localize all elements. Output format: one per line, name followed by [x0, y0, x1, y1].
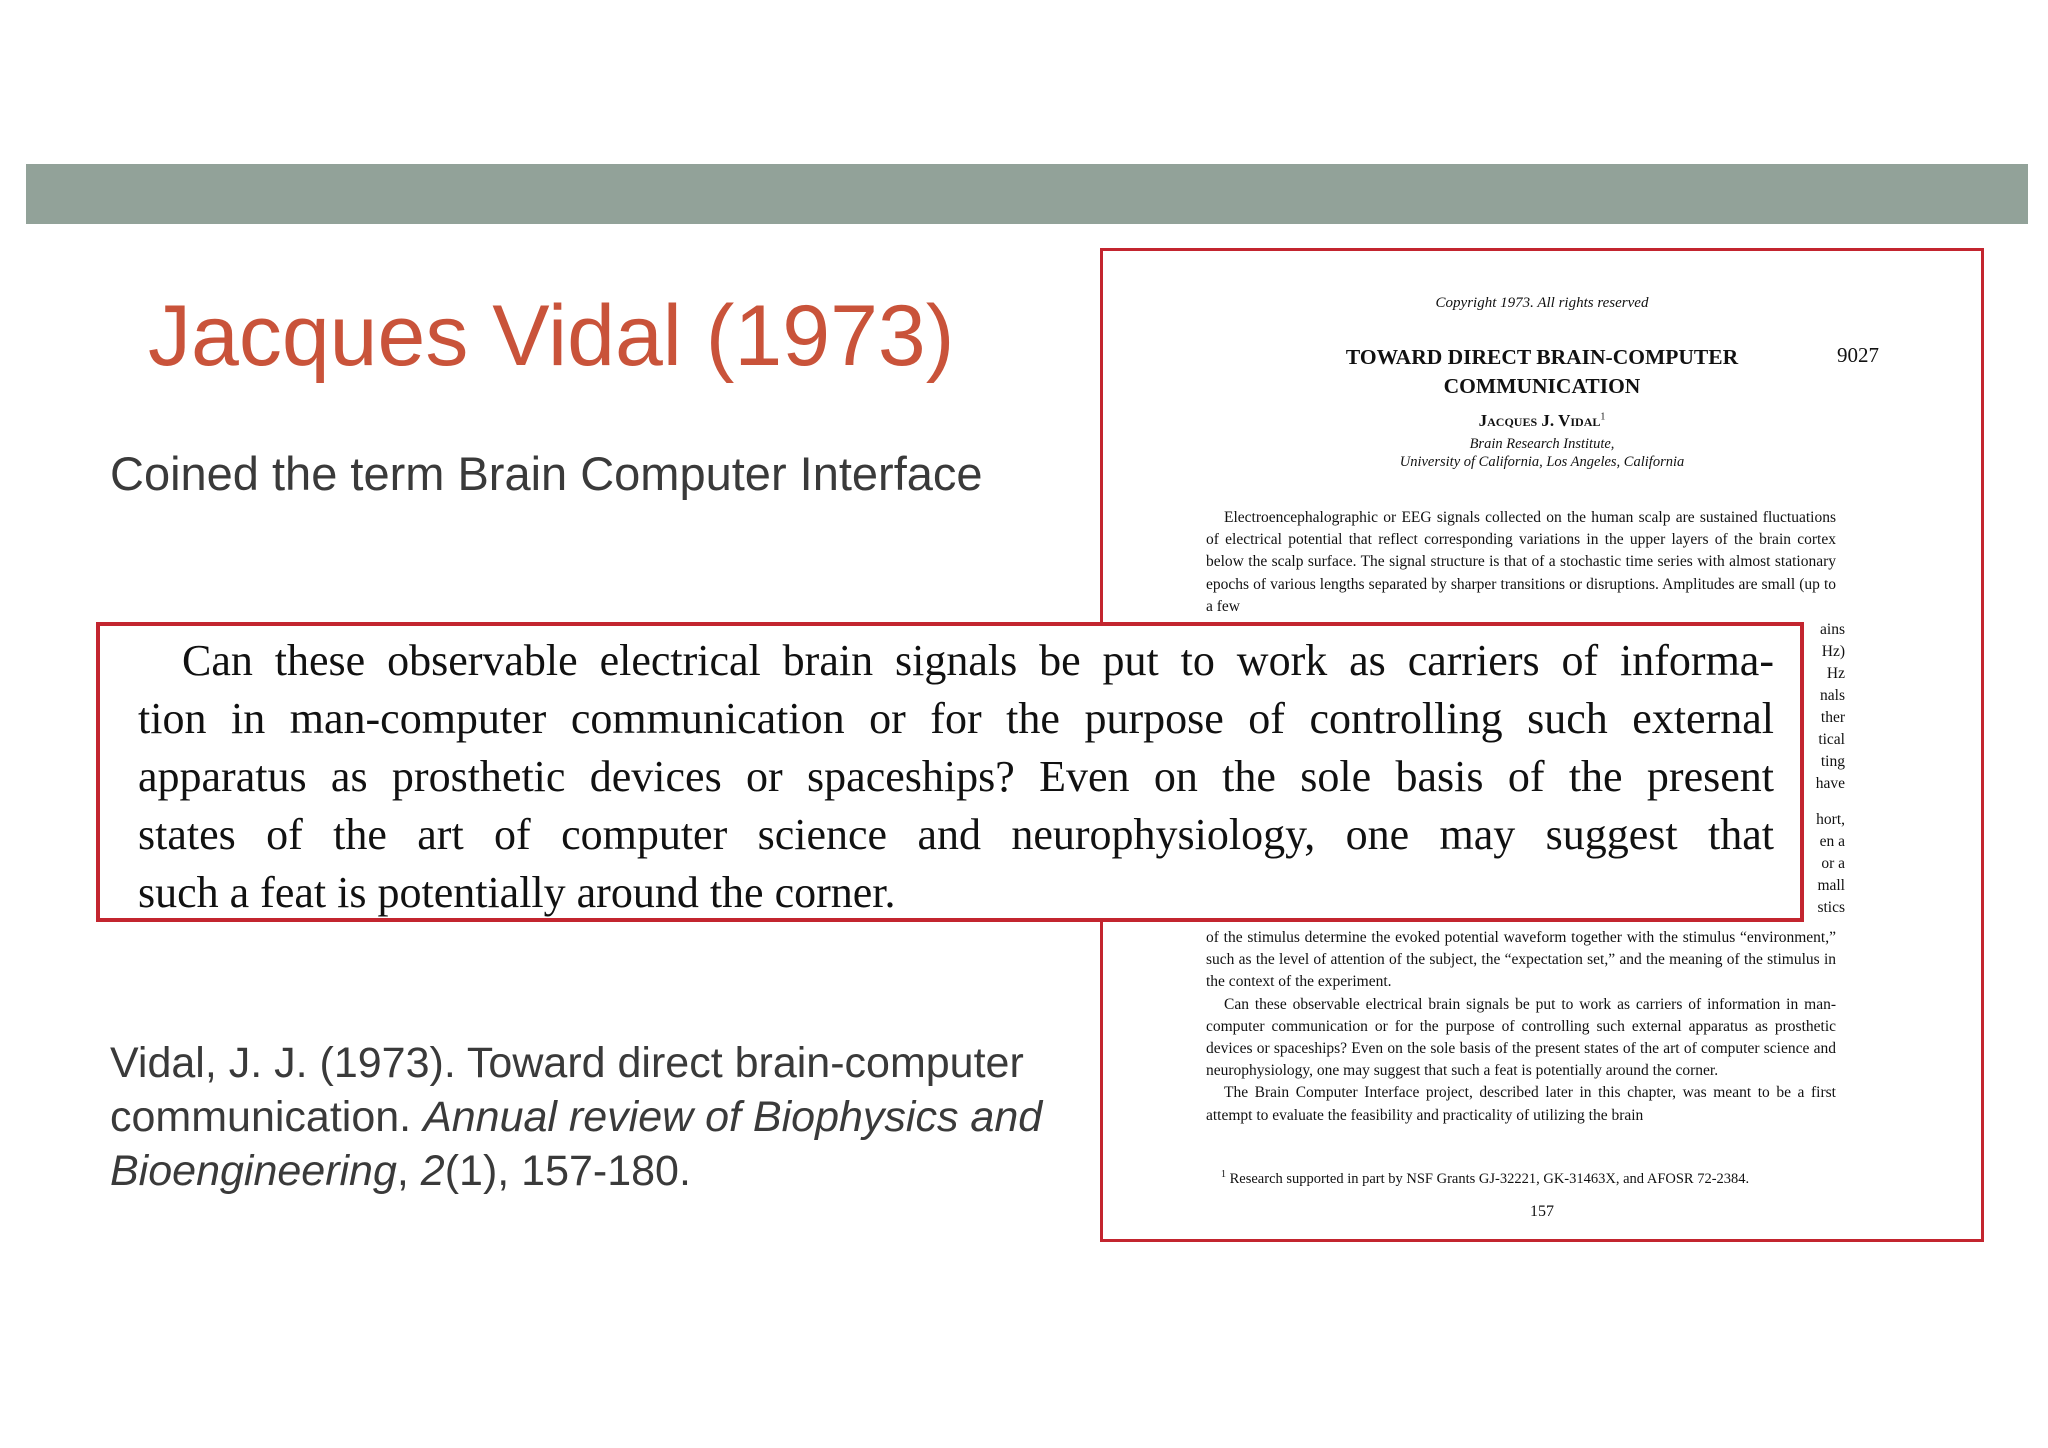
paper-paragraph-4: The Brain Computer Interface project, described later in this chapter, was meant to be a first attempt to evaluate the feasibility and practicality of utilizing the brain	[1206, 1084, 1836, 1124]
citation-volume: 2	[420, 1147, 445, 1195]
paper-number: 9027	[1837, 343, 1879, 367]
paper-paragraph-1: Electroencephalographic or EEG signals collected on the human scalp are sustained fluctuations of electrical potential that reflect corresponding variations in the upper layers of the brain cortex below the scalp surface. The signal structure is that of a stochastic time series with almost stationary epochs of various lengths separated by sharper transitions or disruptions. Amplitudes are small (up to a few	[1206, 509, 1836, 615]
quote-line: such a feat is potentially around the corner.	[138, 868, 896, 917]
paper-affiliation-line2: University of California, Los Angeles, California	[1399, 454, 1685, 470]
paper-text-fragment: hort,	[1816, 811, 1845, 828]
paper-author-name: Jacques J. Vidal	[1478, 411, 1601, 430]
paper-text-fragment: Hz)	[1821, 643, 1845, 660]
quote-line: states of the art of computer science and neurophysiology, one may suggest that	[138, 810, 1774, 859]
paper-text-fragment: stics	[1817, 899, 1845, 916]
quote-text	[138, 632, 1774, 922]
paper-text-fragment: mall	[1817, 877, 1845, 894]
citation-pages: (1), 157-180.	[444, 1147, 691, 1195]
paper-text-fragment: ther	[1820, 709, 1845, 726]
paper-page-number: 157	[1530, 1203, 1554, 1220]
quote-line: tion in man-computer communication or for the purpose of controlling such external	[138, 694, 1774, 743]
paper-title-line2: COMMUNICATION	[1443, 374, 1641, 398]
paper-affiliation	[1103, 435, 1981, 471]
citation-sep: ,	[396, 1147, 421, 1195]
paper-lower-text	[1206, 927, 1836, 1127]
paper-text-fragment: ains	[1820, 621, 1845, 638]
paper-text-fragment: en a	[1819, 833, 1845, 850]
slide-title: Jacques Vidal (1973)	[148, 288, 955, 384]
highlighted-quote	[96, 622, 1804, 922]
paper-text-fragment: or a	[1821, 855, 1845, 872]
paper-text-fragment: Hz	[1826, 665, 1845, 682]
paper-text-fragment: have	[1815, 775, 1845, 792]
paper-copyright: Copyright 1973. All rights reserved	[1435, 295, 1649, 311]
paper-footnote-text: Research supported in part by NSF Grants GJ-32221, GK-31463X, and AFOSR 72-2384.	[1229, 1170, 1750, 1187]
paper-text-fragment: ting	[1820, 753, 1845, 770]
paper-affiliation-line1: Brain Research Institute,	[1469, 436, 1615, 452]
citation-text: Vidal, J. J. (1973). Toward direct brain-computer communication.	[110, 1039, 1024, 1141]
paper-paragraph-2-continued: of the stimulus determine the evoked potential waveform together with the stimulus “environment,” such as the level of attention of the subject, the “expectation set,” and the meaning of the stimulus in the context of the experiment.	[1206, 929, 1836, 991]
header-band	[26, 164, 2028, 224]
paper-author	[1103, 411, 1981, 431]
paper-footnote-mark: 1	[1221, 1169, 1226, 1180]
paper-paragraph-3: Can these observable electrical brain signals be put to work as carriers of information in man-computer communication or for the purpose of controlling such external apparatus as prosthetic devices or spaceships? Even on the sole basis of the present states of the art of computer science and neurophysiology, one may suggest that such a feat is potentially around the corner.	[1206, 995, 1836, 1080]
paper-text-fragment: nals	[1820, 687, 1845, 704]
quote-line: Can these observable electrical brain signals be put to work as carriers of informa-	[182, 636, 1774, 685]
paper-footnote	[1221, 1169, 1749, 1188]
paper-author-footnote-mark: 1	[1600, 411, 1606, 423]
paper-title-line1: TOWARD DIRECT BRAIN-COMPUTER	[1345, 345, 1739, 369]
quote-line: apparatus as prosthetic devices or spaceships? Even on the sole basis of the present	[138, 752, 1774, 801]
citation	[110, 1036, 1050, 1198]
paper-text-fragment: tical	[1818, 731, 1845, 748]
citation-journal: Annual review of Biophysics and Bioengineering	[110, 1093, 1043, 1195]
slide-subtitle: Coined the term Brain Computer Interface	[110, 447, 983, 500]
